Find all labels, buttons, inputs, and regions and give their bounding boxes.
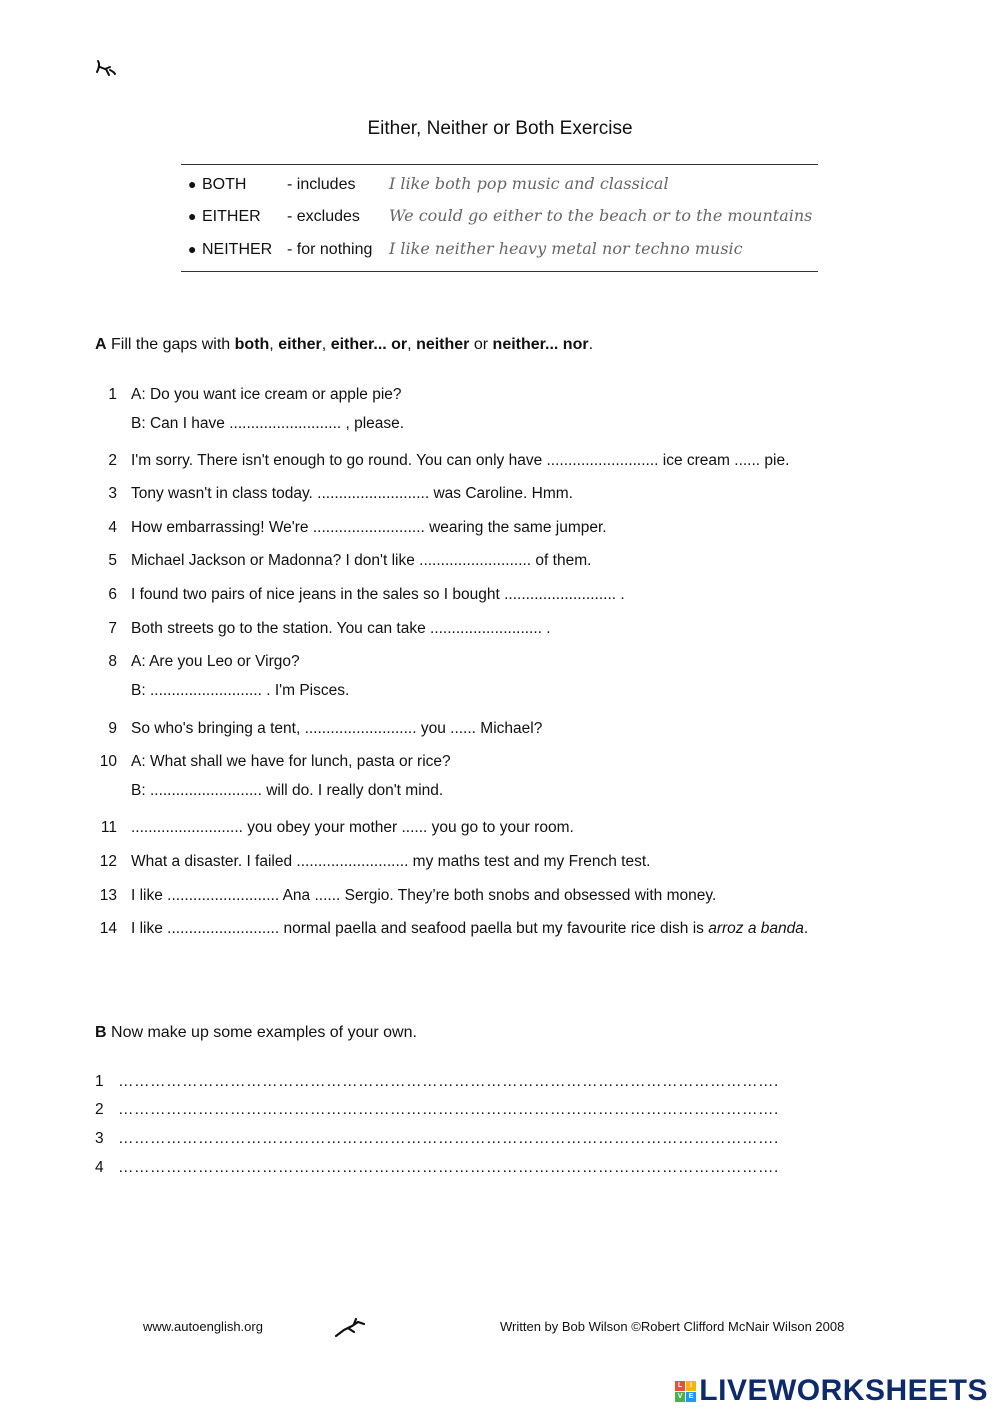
summary-example: We could go either to the beach or to the mountains xyxy=(389,206,813,225)
question-number: 5 xyxy=(108,552,117,569)
question-text xyxy=(131,920,808,938)
section-b-label: B xyxy=(95,1024,107,1041)
separator: , xyxy=(321,336,327,353)
question-number: 10 xyxy=(99,753,117,770)
page-title: Either, Neither or Both Exercise xyxy=(367,118,633,139)
answer-line[interactable]: ……………………………………………………………………………………………………………. xyxy=(118,1073,779,1090)
separator: , xyxy=(407,336,412,353)
question-text: What a disaster. I failed .......................... my maths test and my French test. xyxy=(131,853,651,870)
logo-letter: L xyxy=(675,1381,685,1391)
answer-number: 3 xyxy=(95,1130,104,1147)
keyword: either... or xyxy=(330,336,408,353)
separator: . xyxy=(588,336,594,353)
question-text: Michael Jackson or Madonna? I don't like .......................... of them. xyxy=(131,552,592,569)
instruction-text: Now make up some examples of your own. xyxy=(111,1024,417,1041)
question-number: 12 xyxy=(99,853,117,870)
keyword: either xyxy=(278,336,322,353)
answer-line[interactable]: ……………………………………………………………………………………………………………. xyxy=(118,1130,779,1147)
question-number: 3 xyxy=(108,485,117,502)
keyword: neither xyxy=(416,336,470,353)
bullet-icon: ● xyxy=(188,208,197,224)
question-number: 4 xyxy=(108,519,117,536)
question-number: 7 xyxy=(108,620,117,637)
logo-letter: I xyxy=(686,1381,696,1391)
section-a-instruction xyxy=(95,336,593,354)
question-text: A: Do you want ice cream or apple pie? xyxy=(131,386,402,403)
question-text: Both streets go to the station. You can take .......................... . xyxy=(131,620,551,637)
question-text: I like .......................... Ana ...... Sergio. They’re both snobs and obsessed with money. xyxy=(131,887,717,904)
keyword: both xyxy=(234,336,270,353)
summary-table xyxy=(181,164,818,272)
bird-icon xyxy=(334,1316,366,1340)
question-number: 1 xyxy=(108,386,117,403)
brand-text: LIVEWORKSHEETS xyxy=(699,1374,988,1407)
summary-meaning: - for nothing xyxy=(287,241,373,258)
liveworksheets-brand[interactable] xyxy=(675,1374,988,1408)
summary-row xyxy=(181,174,818,202)
answer-line[interactable]: ……………………………………………………………………………………………………………. xyxy=(118,1159,779,1176)
answer-number: 1 xyxy=(95,1073,104,1090)
question-text: A: What shall we have for lunch, pasta or rice? xyxy=(131,753,451,770)
summary-term: EITHER xyxy=(202,208,261,225)
summary-row xyxy=(181,239,818,267)
question-text: B: .......................... . I'm Pisces. xyxy=(131,682,350,699)
question-text: B: .......................... will do. I really don't mind. xyxy=(131,782,444,799)
question-number: 8 xyxy=(108,653,117,670)
question-text-italic: arroz a banda xyxy=(708,920,804,937)
question-text: B: Can I have .......................... , please. xyxy=(131,415,405,432)
summary-example: I like neither heavy metal nor techno music xyxy=(389,239,743,258)
question-number: 11 xyxy=(100,819,117,836)
section-a-label: A xyxy=(95,336,107,353)
liveworksheets-logo-icon xyxy=(675,1381,696,1402)
bullet-icon: ● xyxy=(188,241,197,257)
separator: or xyxy=(473,336,489,353)
question-text: I'm sorry. There isn't enough to go round. You can only have .......................... ice cream ...... pie. xyxy=(131,452,790,469)
question-text: So who's bringing a tent, .......................... you ...... Michael? xyxy=(131,720,543,737)
summary-example: I like both pop music and classical xyxy=(389,174,669,193)
question-text: .......................... you obey your mother ...... you go to your room. xyxy=(131,819,574,836)
question-number: 9 xyxy=(108,720,117,737)
question-number: 13 xyxy=(99,887,117,904)
section-b-instruction xyxy=(95,1024,417,1042)
question-text: A: Are you Leo or Virgo? xyxy=(131,653,300,670)
keyword: neither... nor xyxy=(492,336,589,353)
separator: , xyxy=(269,336,274,353)
answer-number: 2 xyxy=(95,1101,104,1118)
question-number: 6 xyxy=(108,586,117,603)
bird-logo-icon xyxy=(94,58,118,80)
answer-line[interactable]: ……………………………………………………………………………………………………………. xyxy=(118,1101,779,1118)
instruction-text: Fill the gaps with xyxy=(111,336,231,353)
question-text: How embarrassing! We're .......................... wearing the same jumper. xyxy=(131,519,607,536)
footer-credit: Written by Bob Wilson ©Robert Clifford McNair Wilson 2008 xyxy=(500,1319,845,1334)
bullet-icon: ● xyxy=(188,176,197,192)
question-text: I found two pairs of nice jeans in the sales so I bought .......................... . xyxy=(131,586,625,603)
summary-term: NEITHER xyxy=(202,241,273,258)
question-number: 2 xyxy=(108,452,117,469)
question-text-end: . xyxy=(803,920,809,937)
logo-letter: V xyxy=(675,1392,685,1402)
question-number: 14 xyxy=(99,920,117,937)
footer-website: www.autoenglish.org xyxy=(143,1319,263,1334)
logo-letter: E xyxy=(686,1392,696,1402)
question-text-main: I like .......................... normal paella and seafood paella but my favourite rice dish is xyxy=(131,920,704,937)
summary-meaning: - excludes xyxy=(287,208,360,225)
question-text: Tony wasn't in class today. .......................... was Caroline. Hmm. xyxy=(131,485,573,502)
answer-number: 4 xyxy=(95,1159,104,1176)
summary-row xyxy=(181,206,818,234)
summary-term: BOTH xyxy=(202,176,247,193)
summary-meaning: - includes xyxy=(287,176,356,193)
